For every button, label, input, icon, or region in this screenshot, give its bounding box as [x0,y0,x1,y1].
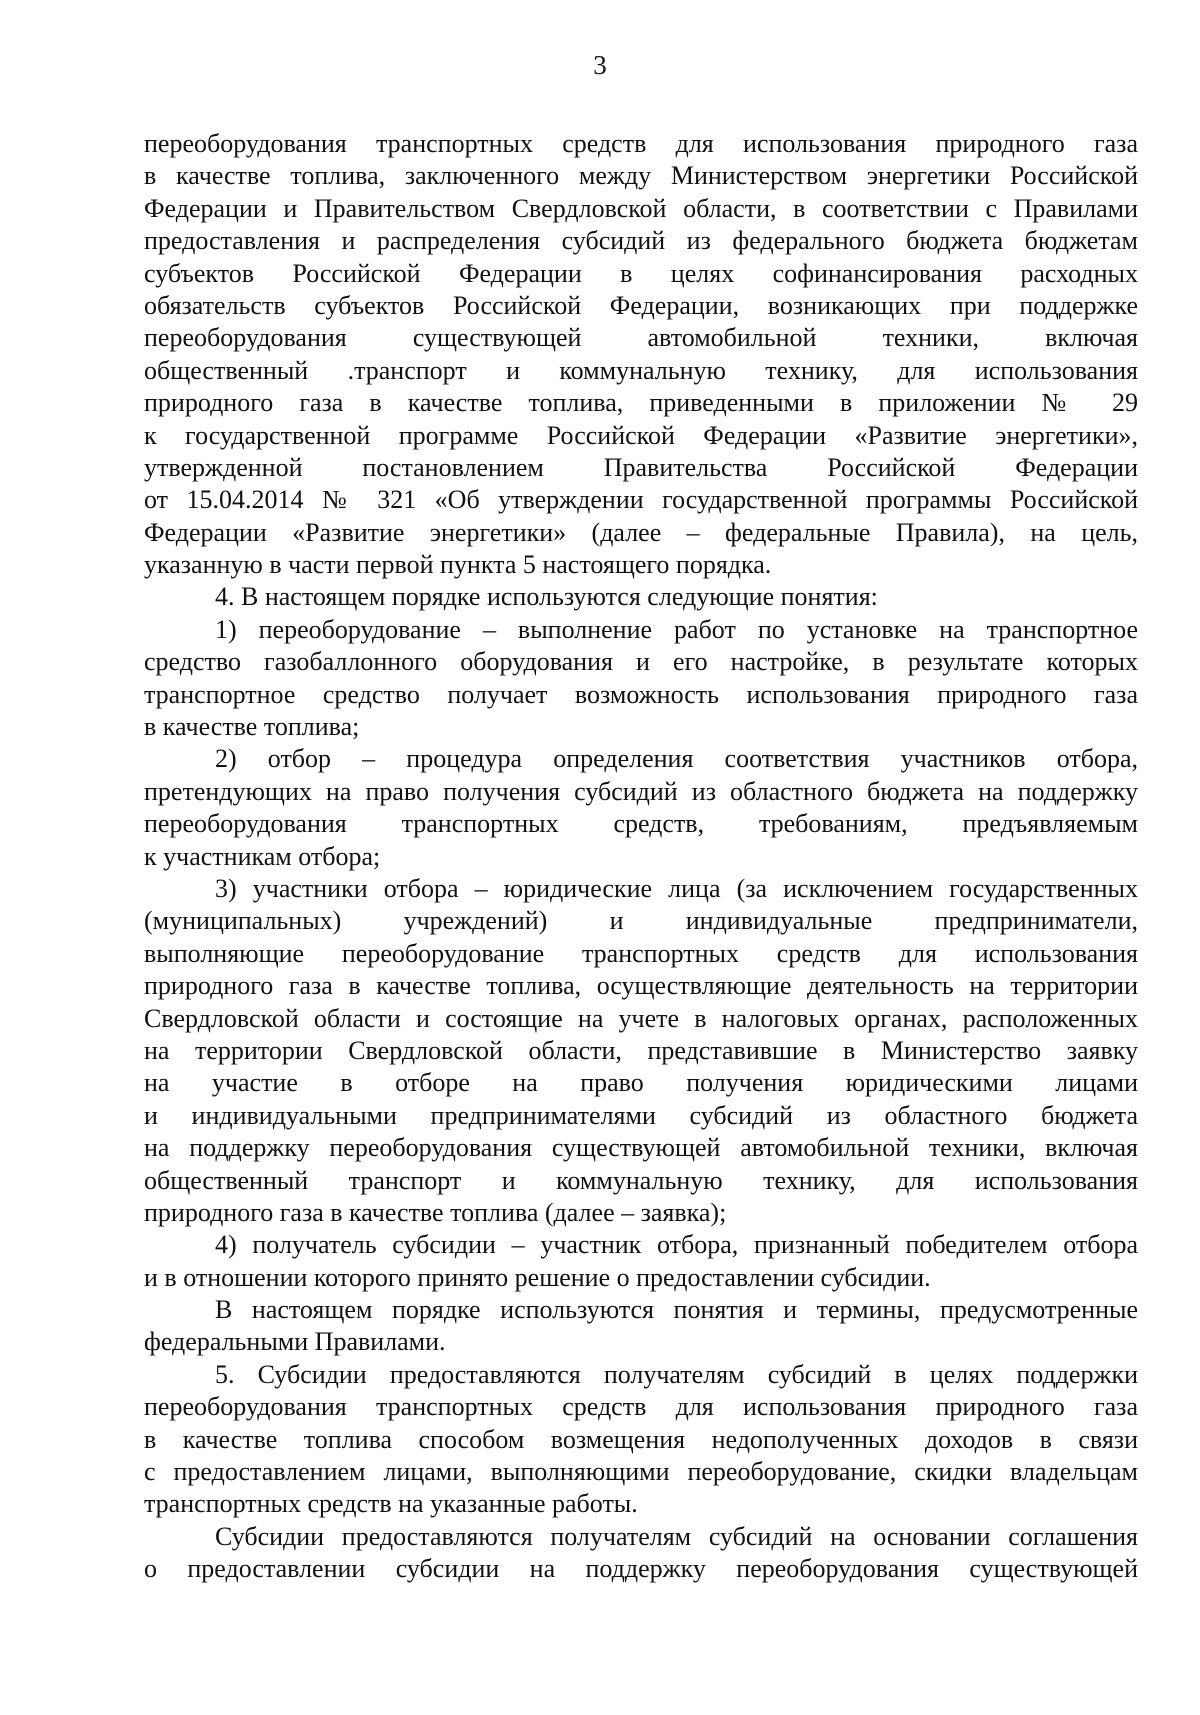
text-line: субъектов Российской Федерации в целях софинансирования расходных [144,258,1138,288]
text-line: переоборудования транспортных средств для использования природного газа [144,1392,1138,1422]
paragraph [144,1294,1138,1359]
text-line: 4) получатель субсидии – участник отбора, признанный победителем отбора [215,1230,1138,1260]
text-line: в качестве топлива; [144,712,360,742]
paragraph [144,743,1138,873]
text-line: на поддержку переоборудования существующей автомобильной техники, включая [144,1133,1138,1163]
text-line: с предоставлением лицами, выполняющими переоборудование, скидки владельцам [144,1457,1138,1487]
text-line: в качестве топлива, заключенного между Министерством энергетики Российской [144,161,1138,191]
text-line: в качестве топлива способом возмещения недополученных доходов в связи [144,1424,1138,1454]
text-line: претендующих на право получения субсидий из областного бюджета на поддержку [144,776,1138,806]
paragraph [144,128,1138,581]
text-line: предоставления и распределения субсидий из федерального бюджета бюджетам [144,226,1138,256]
text-line: транспортных средств на указанные работы. [144,1489,638,1519]
text-line: федеральными Правилами. [144,1327,446,1357]
text-line: обязательств субъектов Российской Федерации, возникающих при поддержке [144,290,1138,320]
text-line: природного газа в качестве топлива, осуществляющие деятельность на территории [144,971,1138,1001]
text-line: транспортное средство получает возможность использования природного газа [144,679,1138,709]
text-line: и индивидуальными предпринимателями субсидий из областного бюджета [144,1100,1138,1130]
text-line: средство газобаллонного оборудования и его настройке, в результате которых [144,647,1138,677]
text-line: утвержденной постановлением Правительства Российской Федерации [144,452,1138,482]
text-line: Федерации «Развитие энергетики» (далее – федеральные Правила), на цель, [144,517,1138,547]
text-line: переоборудования транспортных средств для использования природного газа [144,129,1138,158]
text-line: общественный .транспорт и коммунальную технику, для использования [144,355,1138,385]
text-line: 5. Субсидии предоставляются получателям субсидий в целях поддержки [215,1359,1138,1389]
text-line: 2) отбор – процедура определения соответствия участников отбора, [215,744,1138,774]
text-line: Свердловской области и состоящие на учете в налоговых органах, расположенных [144,1003,1138,1033]
paragraph [144,873,1138,1229]
paragraph [144,1521,1138,1586]
text-line: общественный транспорт и коммунальную технику, для использования [144,1165,1138,1195]
text-line: и в отношении которого принято решение о предоставлении субсидии. [144,1262,931,1292]
text-line: на территории Свердловской области, представившие в Министерство заявку [144,1035,1138,1065]
text-line: выполняющие переоборудование транспортных средств для использования [144,938,1138,968]
text-line: к государственной программе Российской Федерации «Развитие энергетики», [144,420,1138,450]
text-line: Федерации и Правительством Свердловской области, в соответствии с Правилами [144,193,1138,223]
text-line: переоборудования существующей автомобильной техники, включая [144,323,1138,353]
text-line: (муниципальных) учреждений) и индивидуальные предприниматели, [144,906,1138,936]
text-line: указанную в части первой пункта 5 настоящего порядка. [144,550,772,580]
text-line: 3) участники отбора – юридические лица (за исключением государственных [215,873,1138,903]
text-line: от 15.04.2014 № 321 «Об утверждении государственной программы Российской [144,485,1138,515]
text-line: о предоставлении субсидии на поддержку переоборудования существующей [144,1554,1138,1584]
paragraph [144,614,1138,744]
text-line: В настоящем порядке используются понятия и термины, предусмотренные [215,1295,1138,1325]
paragraph [144,1359,1138,1521]
text-line: переоборудования транспортных средств, требованиям, предъявляемым [144,809,1138,839]
text-line: природного газа в качестве топлива (далее – заявка); [144,1197,727,1227]
text-line: 1) переоборудование – выполнение работ по установке на транспортное [215,614,1138,644]
text-line: на участие в отборе на право получения юридическими лицами [144,1068,1138,1098]
text-line: к участникам отбора; [144,841,381,871]
paragraph [144,581,1138,613]
document-body [144,128,1138,1586]
text-line: 4. В настоящем порядке используются следующие понятия: [215,582,878,612]
page-number: 3 [593,50,607,80]
text-line: природного газа в качестве топлива, приведенными в приложении № 29 [144,388,1138,418]
paragraph [144,1229,1138,1294]
text-line: Субсидии предоставляются получателям субсидий на основании соглашения [215,1521,1138,1551]
